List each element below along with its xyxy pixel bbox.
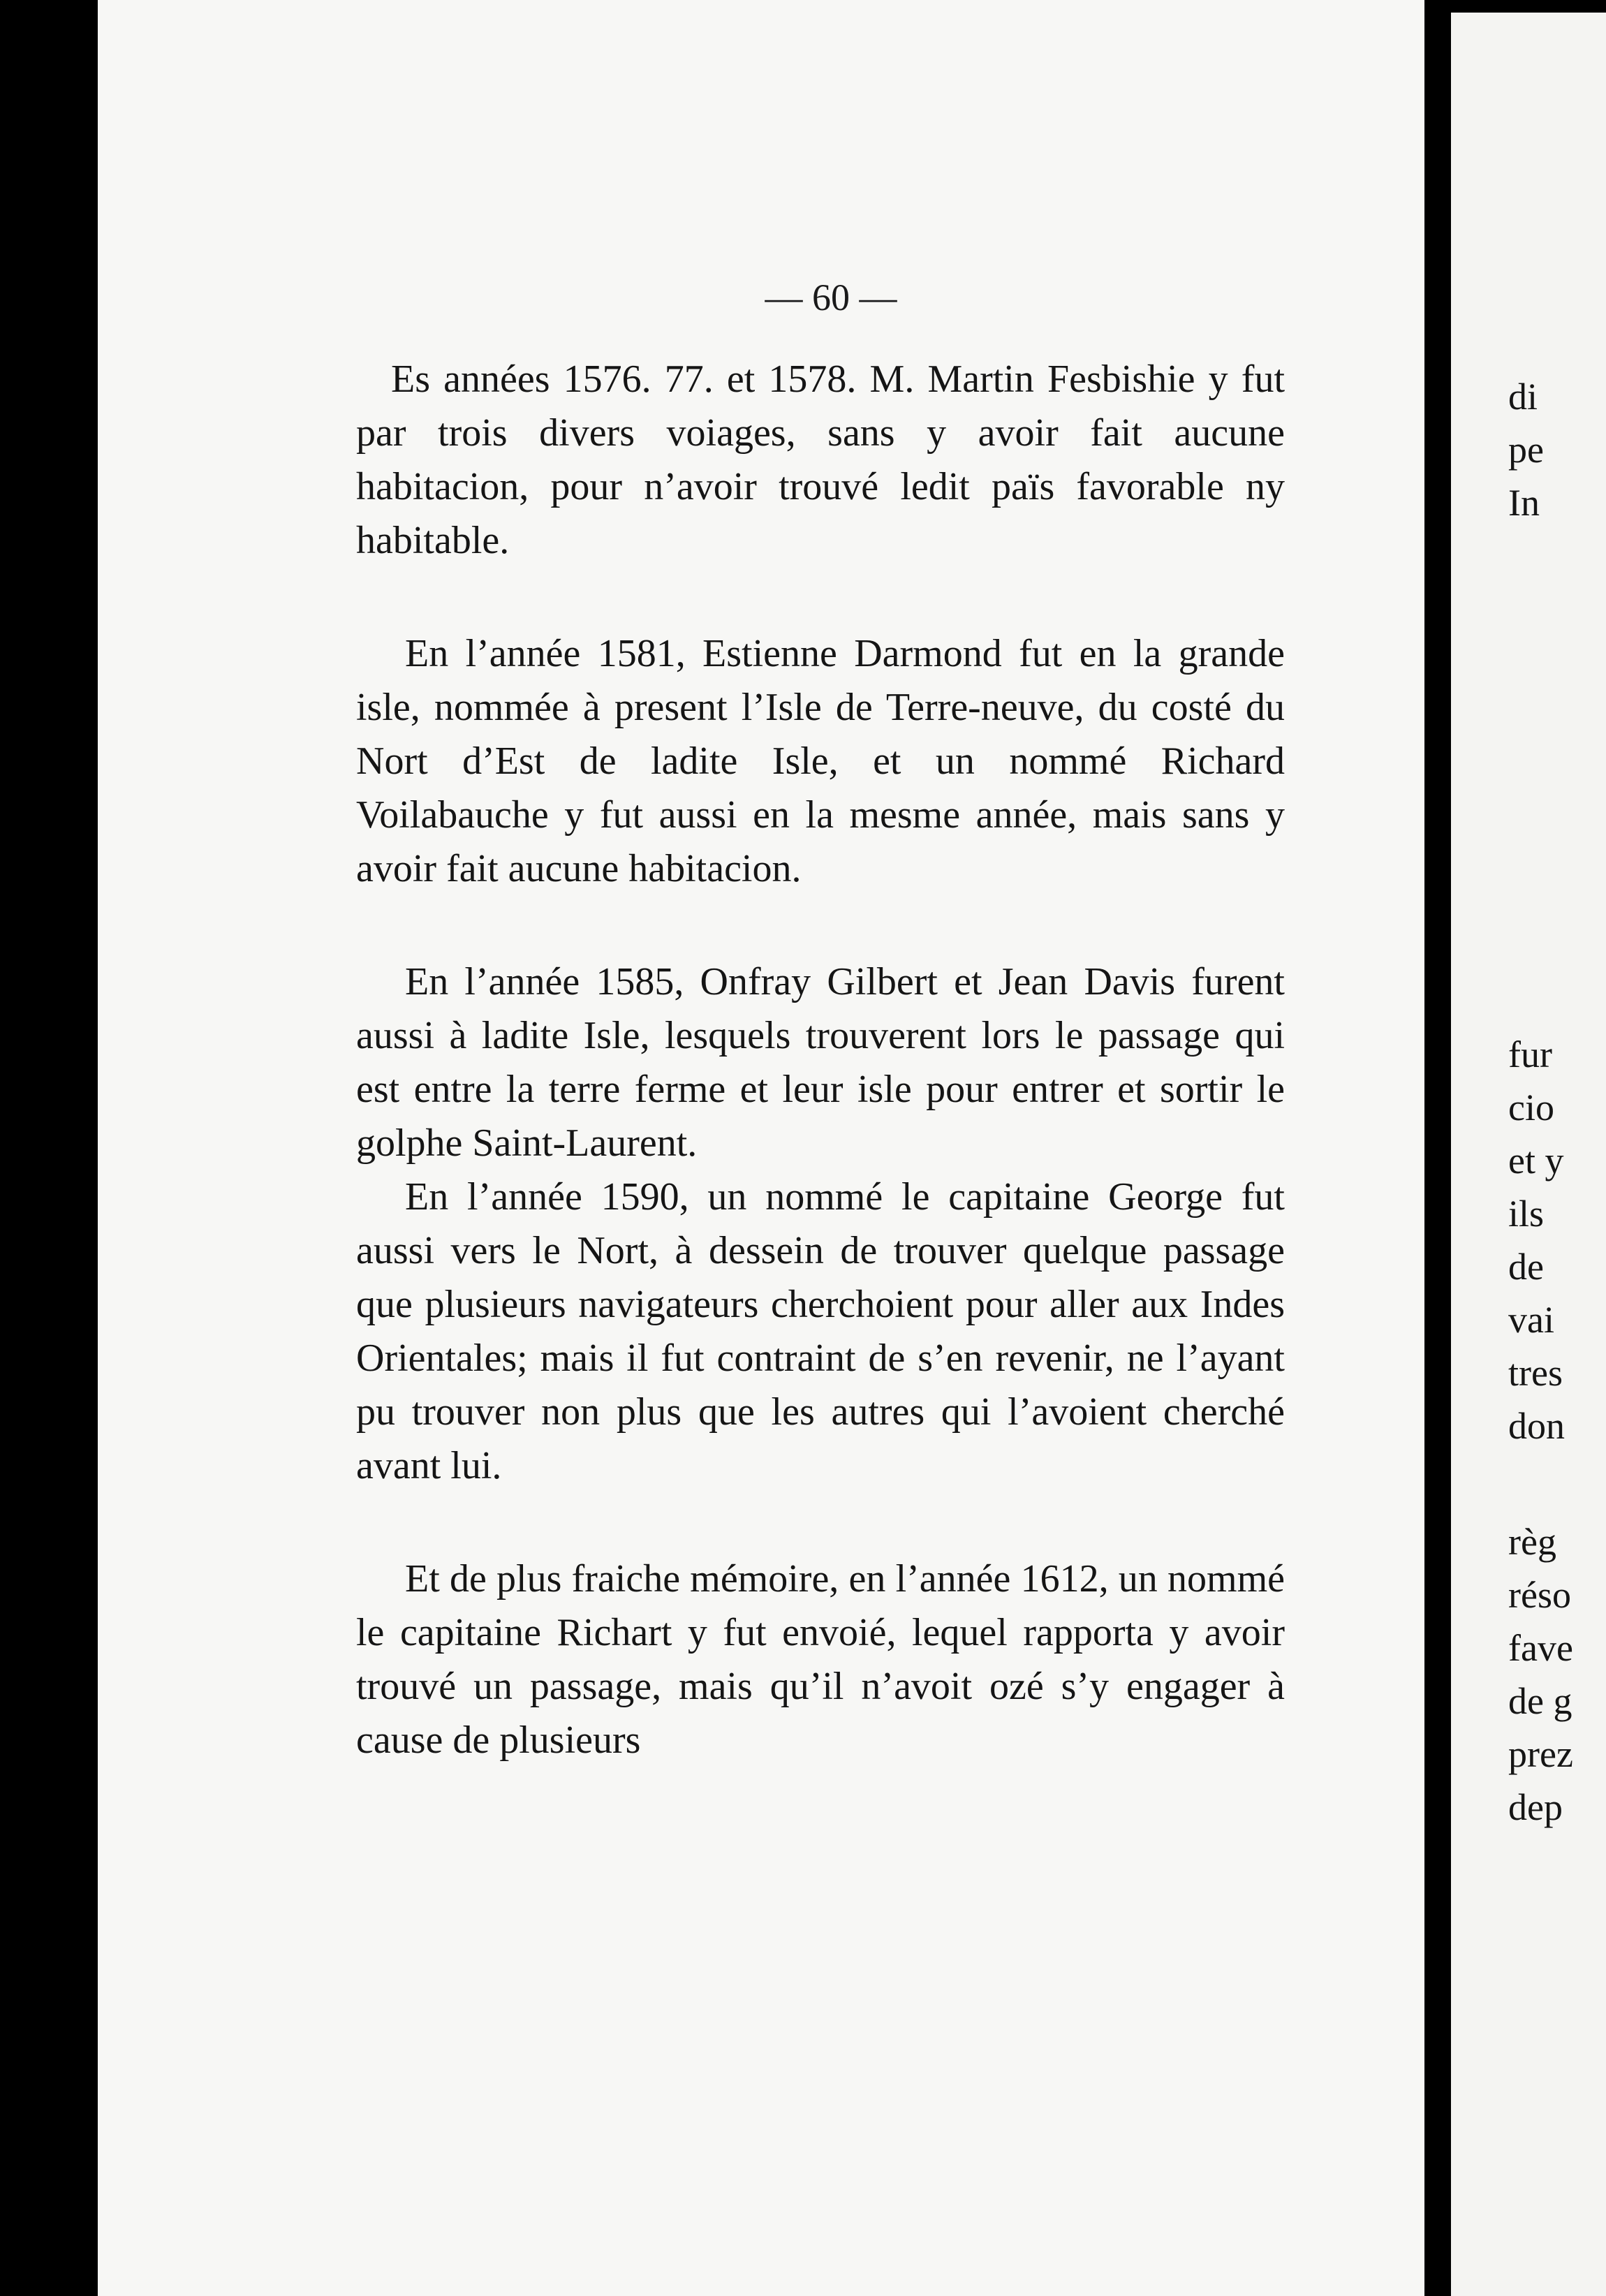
paragraph: Et de plus fraiche mémoire, en l’année 1612, un nommé le capitaine Richart y fut envoié, lequel rapporta y avoir trouvé un passage, mais qu’il n’avoit ozé s’y engager à cause de plusieurs	[356, 1557, 1285, 1762]
facing-page-text	[1508, 370, 1573, 1834]
facing-line: fur	[1508, 1033, 1552, 1075]
facing-line: réso	[1508, 1574, 1571, 1616]
facing-line: pe	[1508, 429, 1544, 471]
facing-line: et y	[1508, 1140, 1564, 1182]
page-body	[356, 353, 1285, 1767]
facing-line: dep	[1508, 1786, 1563, 1828]
facing-line: tres	[1508, 1352, 1563, 1394]
paragraph: Es années 1576. 77. et 1578. M. Martin Fesbishie y fut par trois divers voiages, sans y avoir fait aucune habitacion, pour n’avoir trouvé ledit païs favorable ny habitable.	[356, 358, 1285, 562]
facing-line: de	[1508, 1246, 1544, 1288]
paragraph: En l’année 1590, un nommé le capitaine George fut aussi vers le Nort, à dessein de trouver quelque passage que plusieurs navigateurs cherchoient pour aller aux Indes Orientales; mais il fut contraint de s’en revenir, ne l’ayant pu trouver non plus que les autres qui l’avoient cherché avant lui.	[356, 1175, 1285, 1487]
page-number-text: — 60 —	[765, 277, 897, 318]
facing-line: règ	[1508, 1521, 1556, 1563]
facing-line: ils	[1508, 1193, 1545, 1235]
facing-line: cio	[1508, 1087, 1554, 1128]
facing-line: don	[1508, 1405, 1565, 1447]
facing-line: prez	[1508, 1733, 1573, 1775]
paragraph: En l’année 1581, Estienne Darmond fut en la grande isle, nommée à present l’Isle de Terre-neuve, du costé du Nort d’Est de ladite Isle, et un nommé Richard Voilabauche y fut aussi en la mesme année, mais sans y avoir fait aucune habitacion.	[356, 632, 1285, 890]
paragraph: En l’année 1585, Onfray Gilbert et Jean Davis furent aussi à ladite Isle, lesquels trouverent lors le passage qui est entre la terre ferme et leur isle pour entrer et sortir le golphe Saint-Laurent.	[356, 960, 1285, 1165]
facing-line: di	[1508, 376, 1538, 418]
book-gutter	[1424, 0, 1451, 2296]
facing-line: de g	[1508, 1680, 1572, 1722]
page-number	[0, 276, 1606, 319]
facing-line: fave	[1508, 1627, 1573, 1669]
facing-line: vai	[1508, 1299, 1554, 1341]
facing-line: In	[1508, 482, 1540, 524]
